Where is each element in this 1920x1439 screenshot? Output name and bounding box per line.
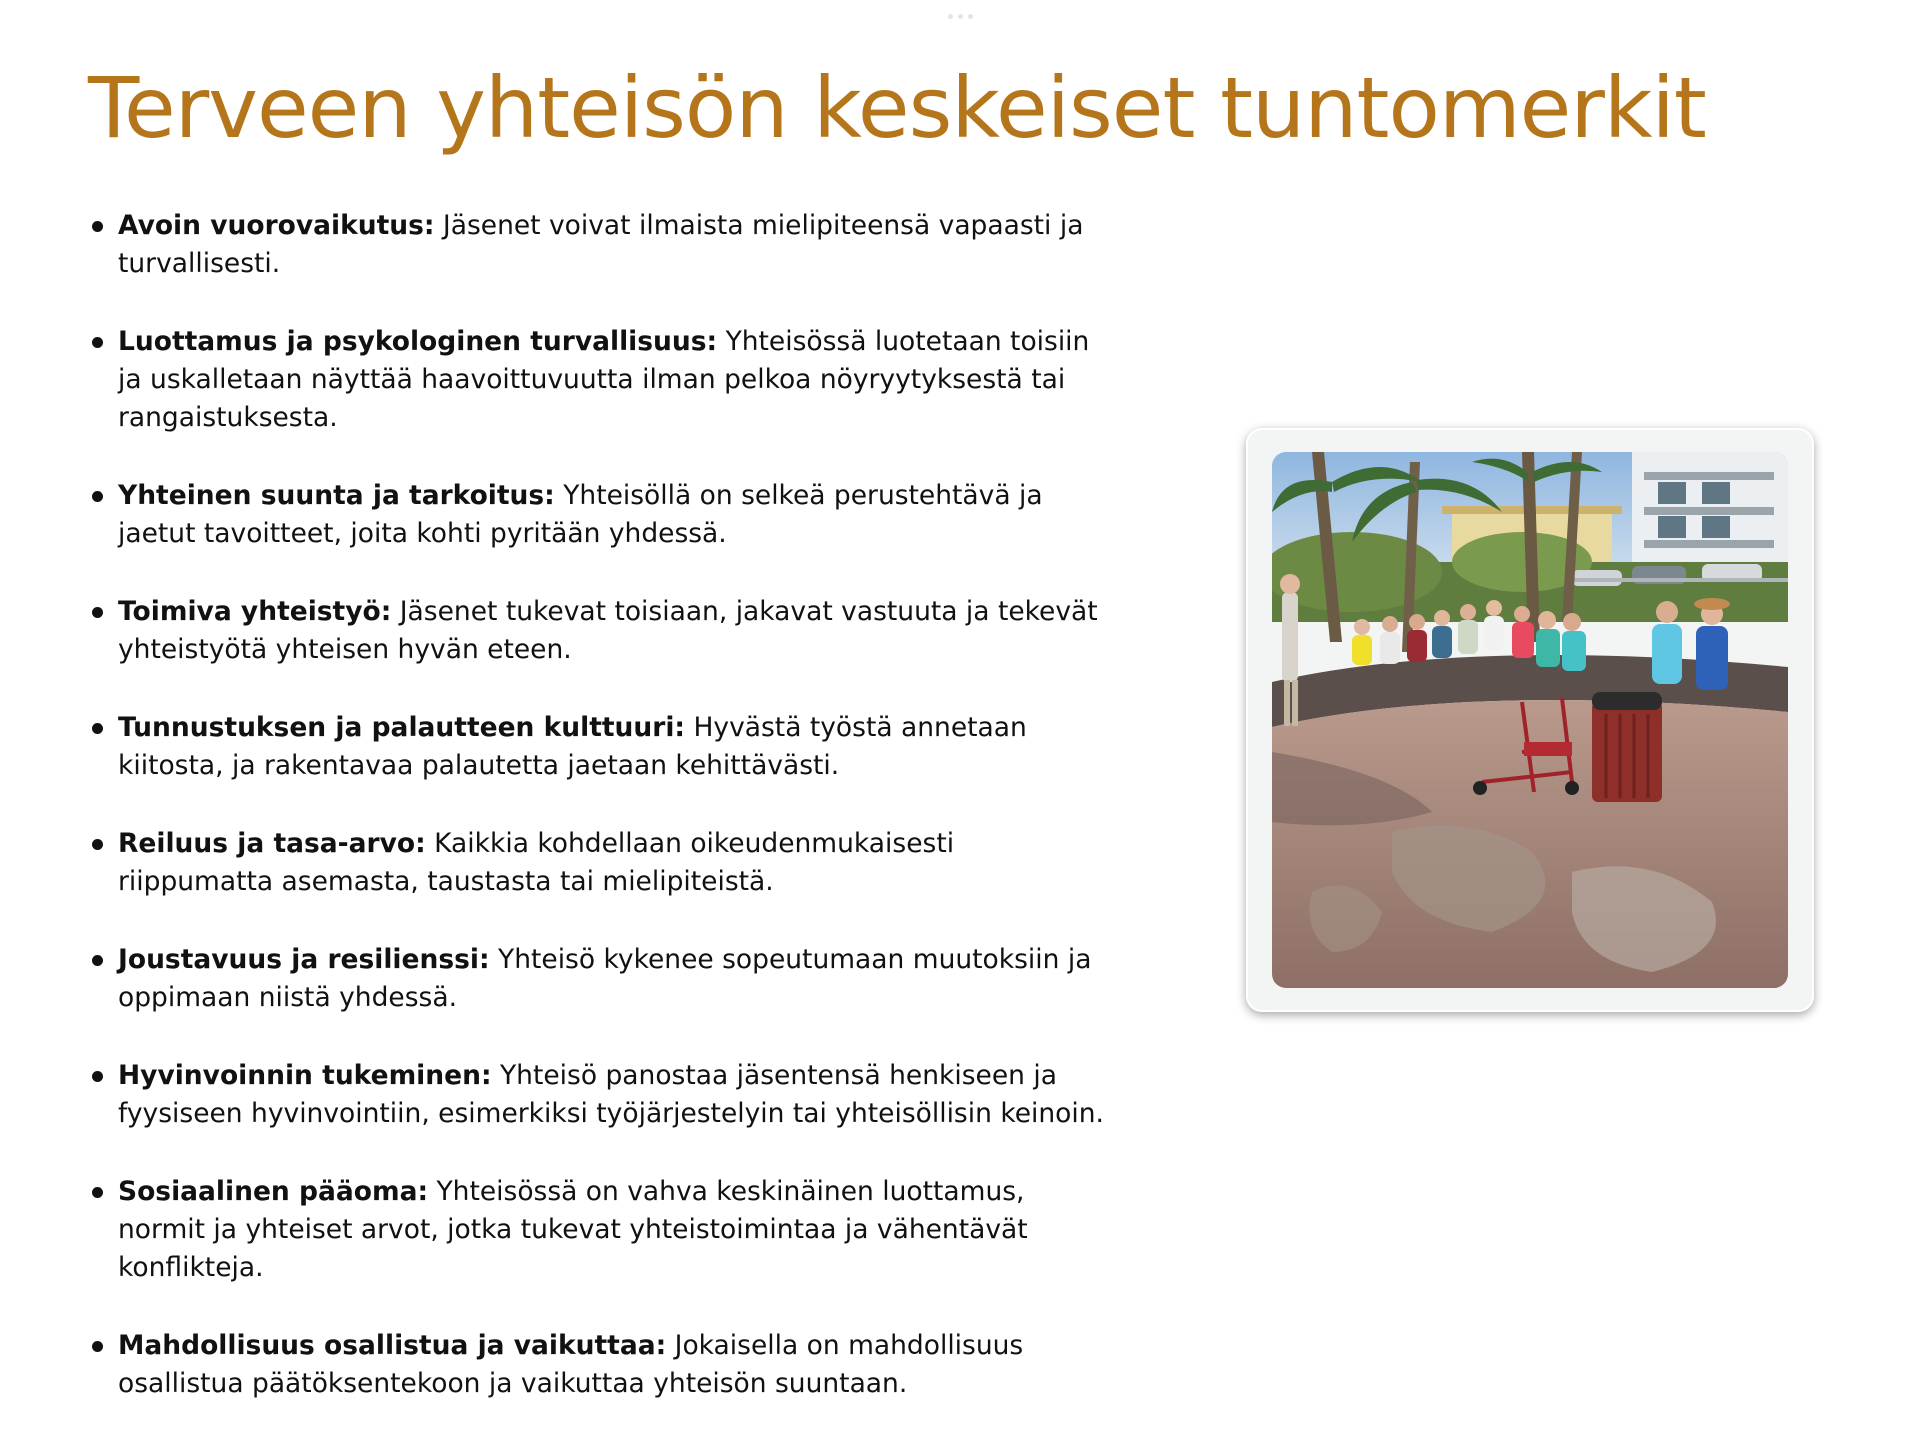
bullet-icon	[92, 1187, 103, 1198]
item-term: Toimiva yhteistyö:	[118, 596, 392, 627]
list-item	[92, 825, 1112, 901]
bullet-icon	[92, 607, 103, 618]
item-term: Hyvinvoinnin tukeminen:	[118, 1060, 492, 1091]
item-term: Luottamus ja psykologinen turvallisuus:	[118, 326, 718, 357]
bullet-icon	[92, 1071, 103, 1082]
item-term: Yhteinen suunta ja tarkoitus:	[118, 480, 555, 511]
list-item	[92, 207, 1112, 283]
item-text: Yhteisössä luotetaan toisiin ja uskalletaan näyttää haavoittuvuutta ilman pelkoa nöyryytyksestä tai rangaistuksesta.	[118, 326, 1090, 433]
bullet-icon	[92, 1341, 103, 1352]
photo-illustration	[1272, 452, 1788, 988]
item-text: Hyvästä työstä annetaan kiitosta, ja rakentavaa palautetta jaetaan kehittävästi.	[118, 712, 1027, 781]
item-text: Yhteisö panostaa jäsentensä henkiseen ja fyysiseen hyvinvointiin, esimerkiksi työjärjestelyin tai yhteisöllisin keinoin.	[118, 1060, 1104, 1129]
bullet-icon	[92, 221, 103, 232]
list-item	[92, 323, 1112, 437]
list-item	[92, 593, 1112, 669]
list-item	[92, 477, 1112, 553]
item-term: Reiluus ja tasa-arvo:	[118, 828, 426, 859]
bullet-icon	[92, 723, 103, 734]
item-term: Sosiaalinen pääoma:	[118, 1176, 429, 1207]
bullet-icon	[92, 955, 103, 966]
item-text: Jokaisella on mahdollisuus osallistua päätöksentekoon ja vaikuttaa yhteisön suuntaan.	[118, 1330, 1024, 1399]
list-item	[92, 941, 1112, 1017]
trait-list	[92, 207, 1112, 1439]
item-term: Joustavuus ja resilienssi:	[118, 944, 490, 975]
bullet-icon	[92, 839, 103, 850]
item-term: Avoin vuorovaikutus:	[118, 210, 435, 241]
item-text: Jäsenet tukevat toisiaan, jakavat vastuuta ja tekevät yhteistyötä yhteisen hyvän eteen.	[118, 596, 1098, 665]
item-text: Yhteisö kykenee sopeutumaan muutoksiin ja oppimaan niistä yhdessä.	[118, 944, 1092, 1013]
bullet-icon	[92, 491, 103, 502]
item-text: Kaikkia kohdellaan oikeudenmukaisesti riippumatta asemasta, taustasta tai mielipiteistä.	[118, 828, 955, 897]
item-text: Jäsenet voivat ilmaista mielipiteensä vapaasti ja turvallisesti.	[118, 210, 1084, 279]
drag-handle	[948, 14, 974, 20]
item-text: Yhteisöllä on selkeä perustehtävä ja jaetut tavoitteet, joita kohti pyritään yhdessä.	[118, 480, 1043, 549]
list-item	[92, 1327, 1112, 1403]
item-text: Yhteisössä on vahva keskinäinen luottamus, normit ja yhteiset arvot, jotka tukevat yhteistoimintaa ja vähentävät konflikteja.	[118, 1176, 1028, 1283]
page-title: Terveen yhteisön keskeiset tuntomerkit	[88, 59, 1706, 157]
item-term: Tunnustuksen ja palautteen kulttuuri:	[118, 712, 686, 743]
list-item	[92, 1173, 1112, 1287]
community-photo	[1272, 452, 1788, 988]
list-item	[92, 709, 1112, 785]
item-term: Mahdollisuus osallistua ja vaikuttaa:	[118, 1330, 667, 1361]
photo-frame	[1246, 428, 1814, 1012]
bullet-icon	[92, 337, 103, 348]
list-item	[92, 1057, 1112, 1133]
